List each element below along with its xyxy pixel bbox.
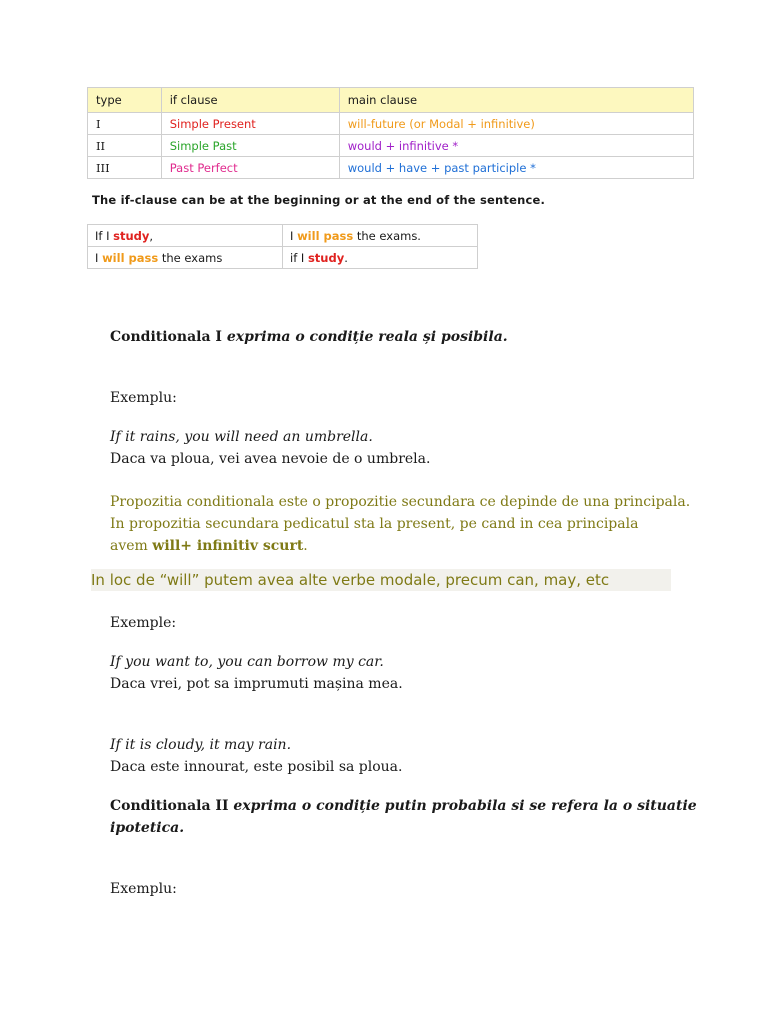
if-clause-cell: Simple Past bbox=[161, 135, 339, 157]
clause-order-table bbox=[87, 224, 478, 269]
example-2-english: If it is cloudy, it may rain. bbox=[110, 737, 292, 753]
clause-cell: I will pass the exams. bbox=[283, 225, 478, 247]
header-type: type bbox=[88, 88, 162, 113]
table-header-row bbox=[88, 88, 694, 113]
table-row bbox=[88, 247, 478, 269]
example-1-english: If you want to, you can borrow my car. bbox=[110, 654, 384, 670]
example-romanian: Daca va ploua, vei avea nevoie de o umbrela. bbox=[110, 451, 431, 467]
table-row bbox=[88, 113, 694, 135]
modal-verbs-note: In loc de “will” putem avea alte verbe modale, precum can, may, etc bbox=[91, 569, 671, 591]
clause-cell: I will pass the exams bbox=[88, 247, 283, 269]
header-if-clause: if clause bbox=[161, 88, 339, 113]
type-cell: II bbox=[88, 135, 162, 157]
type-cell: III bbox=[88, 157, 162, 179]
main-clause-cell: would + have + past participle * bbox=[339, 157, 693, 179]
conditional-2-heading: Conditionala II exprima o condiție putin probabila si se refera la o situatie bbox=[110, 798, 697, 814]
explanation-line-1: Propozitia conditionala este o propozitie secundara ce depinde de una principala. bbox=[110, 494, 691, 510]
table-row bbox=[88, 135, 694, 157]
clause-cell: If I study, bbox=[88, 225, 283, 247]
conditional-1-heading: Conditionala I exprima o condiție reala și posibila. bbox=[110, 329, 508, 345]
example-label-2: Exemplu: bbox=[110, 881, 177, 897]
table-row bbox=[88, 157, 694, 179]
if-clause-cell: Past Perfect bbox=[161, 157, 339, 179]
table-row bbox=[88, 225, 478, 247]
conditional-types-table bbox=[87, 87, 694, 179]
example-english: If it rains, you will need an umbrella. bbox=[110, 429, 373, 445]
explanation-line-3: avem will+ infinitiv scurt. bbox=[110, 538, 308, 554]
conditional-2-heading-cont: ipotetica. bbox=[110, 820, 185, 836]
example-label: Exemplu: bbox=[110, 390, 177, 406]
clause-cell: if I study. bbox=[283, 247, 478, 269]
header-main-clause: main clause bbox=[339, 88, 693, 113]
explanation-line-2: In propozitia secundara pedicatul sta la present, pe cand in cea principala bbox=[110, 516, 639, 532]
if-clause-position-note: The if-clause can be at the beginning or at the end of the sentence. bbox=[92, 193, 546, 207]
example-1-romanian: Daca vrei, pot sa imprumuti mașina mea. bbox=[110, 676, 403, 692]
main-clause-cell: would + infinitive * bbox=[339, 135, 693, 157]
type-cell: I bbox=[88, 113, 162, 135]
main-clause-cell: will-future (or Modal + infinitive) bbox=[339, 113, 693, 135]
if-clause-cell: Simple Present bbox=[161, 113, 339, 135]
example-2-romanian: Daca este innourat, este posibil sa ploua. bbox=[110, 759, 403, 775]
examples-label: Exemple: bbox=[110, 615, 177, 631]
